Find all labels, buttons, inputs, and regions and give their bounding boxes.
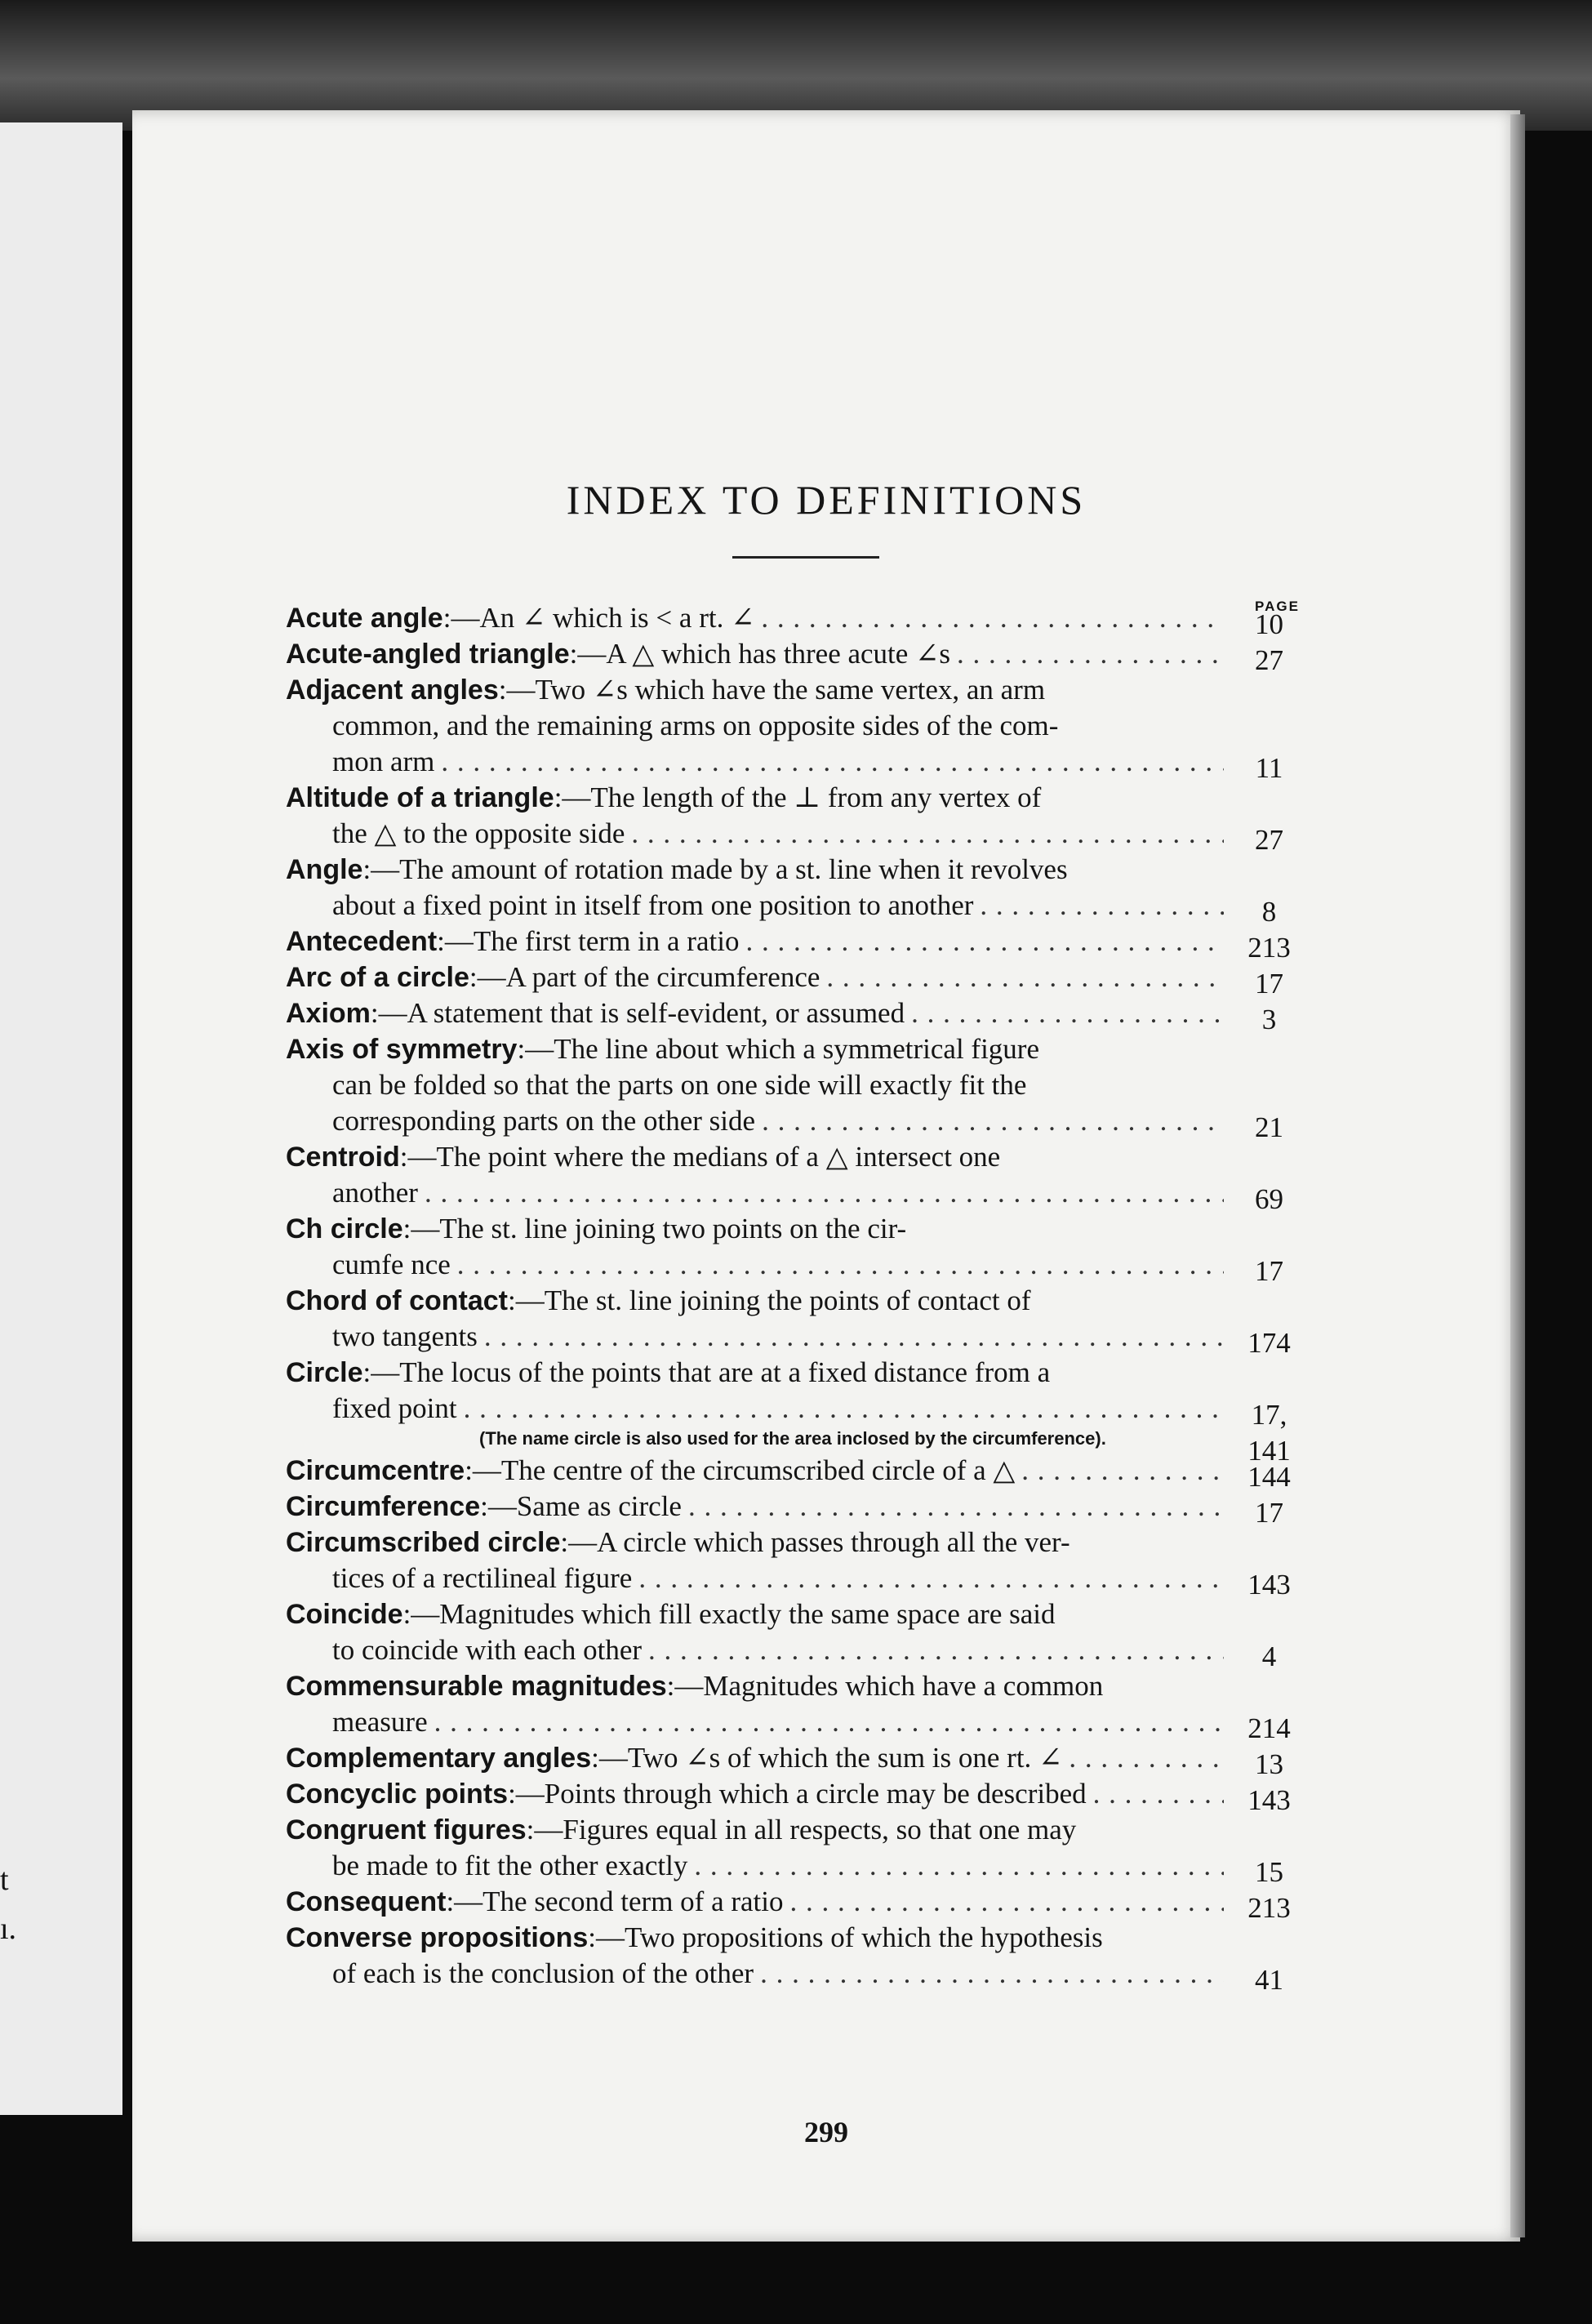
book-page	[132, 110, 1520, 2242]
definition-page-ref: 143	[1247, 1784, 1291, 1816]
definition-page-ref: 10	[1255, 608, 1283, 640]
definition-term: Acute-angled triangle	[286, 639, 570, 670]
definition-text: :—The line about which a symmetrical figure	[517, 1033, 1039, 1065]
page-number: 299	[804, 2116, 848, 2148]
leader-dots	[957, 636, 1224, 672]
leader-dots	[484, 1319, 1224, 1355]
definition-page-ref: 21	[1255, 1111, 1283, 1143]
definition-term: Acute angle	[286, 603, 443, 634]
leader-dots	[1069, 1740, 1224, 1776]
definition-text: about a fixed point in itself from one position to another	[332, 889, 974, 921]
leader-dots	[762, 1103, 1224, 1139]
definition-text: :—The point where the medians of a △ intersect one	[399, 1141, 1001, 1173]
definition-note: (The name circle is also used for the area inclosed by the circumference).	[479, 1428, 1106, 1449]
definition-page-ref: 213	[1247, 1892, 1291, 1924]
definition-text: tices of a rectilineal figure	[332, 1562, 633, 1594]
definition-text: :—The locus of the points that are at a fixed distance from a	[362, 1356, 1051, 1388]
definition-term: Adjacent angles	[286, 674, 499, 706]
definition-text: two tangents	[332, 1320, 478, 1352]
definition-text: :—Points through which a circle may be described	[508, 1778, 1087, 1810]
definition-text: :—Two ∠s of which the sum is one rt. ∠	[591, 1742, 1063, 1774]
page-title: INDEX TO DEFINITIONS	[566, 477, 1087, 523]
definition-text: :—The st. line joining two points on the cir-	[402, 1213, 907, 1244]
definition-text: :—The amount of rotation made by a st. line when it revolves	[362, 853, 1068, 885]
definition-term: Ch circle	[286, 1213, 403, 1244]
definition-page-ref: 17, 141	[1247, 1399, 1291, 1467]
definition-term: Circle	[286, 1357, 363, 1388]
definition-term: Axis of symmetry	[286, 1034, 518, 1065]
definition-text: :—Same as circle	[480, 1490, 682, 1522]
definition-text: can be folded so that the parts on one side will exactly fit the	[332, 1069, 1027, 1101]
definition-page-ref: 27	[1255, 644, 1283, 676]
definition-page-ref: 15	[1255, 1856, 1283, 1888]
leader-dots	[1021, 1453, 1224, 1489]
page-column-label: PAGE	[1255, 599, 1300, 614]
left-page-fragment: t	[0, 1863, 9, 1897]
leader-dots	[826, 959, 1224, 995]
definition-text: cumfe nce	[332, 1249, 451, 1280]
definition-page-ref: 17	[1255, 968, 1283, 999]
definition-text: :—The centre of the circumscribed circle of a △	[465, 1454, 1016, 1486]
leader-dots	[694, 1848, 1224, 1884]
leader-dots	[1093, 1776, 1224, 1812]
definition-page-ref: 69	[1255, 1183, 1283, 1215]
definition-term: Angle	[286, 854, 363, 885]
definition-term: Circumcentre	[286, 1455, 465, 1486]
definition-page-ref: 27	[1255, 824, 1283, 856]
definition-term: Converse propositions	[286, 1922, 589, 1953]
leader-dots	[760, 1956, 1224, 1992]
definition-term: Arc of a circle	[286, 962, 469, 993]
definition-text: :—The length of the ⊥ from any vertex of	[554, 781, 1042, 813]
definition-text: fixed point	[332, 1392, 457, 1424]
definition-text: measure	[332, 1706, 428, 1738]
left-facing-page	[0, 122, 122, 2115]
definition-text: :—Magnitudes which fill exactly the same space are said	[402, 1598, 1056, 1630]
definition-page-ref: 213	[1247, 932, 1291, 964]
definition-text: be made to fit the other exactly	[332, 1850, 688, 1881]
definition-text: mon arm	[332, 746, 435, 777]
definition-term: Antecedent	[286, 926, 438, 957]
definition-text: the △ to the opposite side	[332, 817, 625, 849]
leader-dots	[648, 1632, 1224, 1668]
title-rule	[732, 556, 879, 559]
definition-text: of each is the conclusion of the other	[332, 1957, 754, 1989]
leader-dots	[457, 1247, 1224, 1283]
definition-text: :—A statement that is self-evident, or assumed	[370, 997, 905, 1029]
definition-text: :—A part of the circumference	[469, 961, 820, 993]
definition-page-ref: 3	[1261, 1004, 1277, 1035]
definition-term: Consequent	[286, 1886, 447, 1917]
definition-term: Coincide	[286, 1599, 403, 1630]
definition-text: :—A △ which has three acute ∠s	[569, 638, 951, 670]
definition-text: :—The st. line joining the points of contact of	[507, 1284, 1031, 1316]
leader-dots	[464, 1391, 1224, 1427]
definition-term: Centroid	[286, 1142, 400, 1173]
leader-dots	[761, 600, 1224, 636]
leader-dots	[441, 744, 1224, 780]
definition-page-ref: 13	[1255, 1748, 1283, 1780]
leader-dots	[631, 816, 1224, 852]
definition-term: Congruent figures	[286, 1814, 527, 1845]
definition-text: :—The first term in a ratio	[437, 925, 740, 957]
definition-text: to coincide with each other	[332, 1634, 643, 1666]
definition-term: Chord of contact	[286, 1285, 508, 1316]
definition-text: another	[332, 1177, 418, 1209]
definition-text: common, and the remaining arms on opposite sides of the com-	[332, 710, 1059, 741]
definition-text: :—Figures equal in all respects, so that one may	[526, 1814, 1077, 1845]
leader-dots	[911, 995, 1224, 1031]
definition-page-ref: 174	[1247, 1327, 1291, 1359]
definition-term: Altitude of a triangle	[286, 782, 554, 813]
definition-page-ref: 144	[1247, 1461, 1291, 1493]
definition-term: Concyclic points	[286, 1779, 509, 1810]
definition-text: :—Two ∠s which have the same vertex, an arm	[498, 674, 1046, 706]
definition-text: :—An ∠ which is < a rt. ∠	[442, 602, 755, 634]
definition-page-ref: 4	[1261, 1641, 1277, 1672]
definition-text: corresponding parts on the other side	[332, 1105, 756, 1137]
definition-page-ref: 214	[1247, 1712, 1291, 1744]
left-page-fragment: ı.	[0, 1912, 17, 1946]
definition-text: :—Two propositions of which the hypothesis	[588, 1921, 1103, 1953]
definition-page-ref: 11	[1255, 752, 1283, 784]
definition-term: Circumference	[286, 1491, 481, 1522]
definition-term: Axiom	[286, 998, 371, 1029]
definition-page-ref: 17	[1255, 1497, 1283, 1529]
definition-term: Complementary angles	[286, 1743, 592, 1774]
definition-page-ref: 17	[1255, 1255, 1283, 1287]
page-edge	[1510, 114, 1525, 2237]
leader-dots	[980, 888, 1224, 924]
definition-term: Circumscribed circle	[286, 1527, 561, 1558]
leader-dots	[425, 1175, 1224, 1211]
definition-page-ref: 143	[1247, 1569, 1291, 1601]
leader-dots	[790, 1884, 1225, 1920]
leader-dots	[745, 924, 1224, 959]
definition-page-ref: 8	[1261, 896, 1277, 928]
definition-page-ref: 41	[1255, 1964, 1283, 1996]
leader-dots	[638, 1560, 1224, 1596]
definition-term: Commensurable magnitudes	[286, 1671, 667, 1702]
leader-dots	[434, 1704, 1224, 1740]
leader-dots	[688, 1489, 1224, 1525]
definition-text: :—The second term of a ratio	[446, 1885, 784, 1917]
definition-text: :—A circle which passes through all the ver-	[560, 1526, 1070, 1558]
definition-text: :—Magnitudes which have a common	[666, 1670, 1104, 1702]
